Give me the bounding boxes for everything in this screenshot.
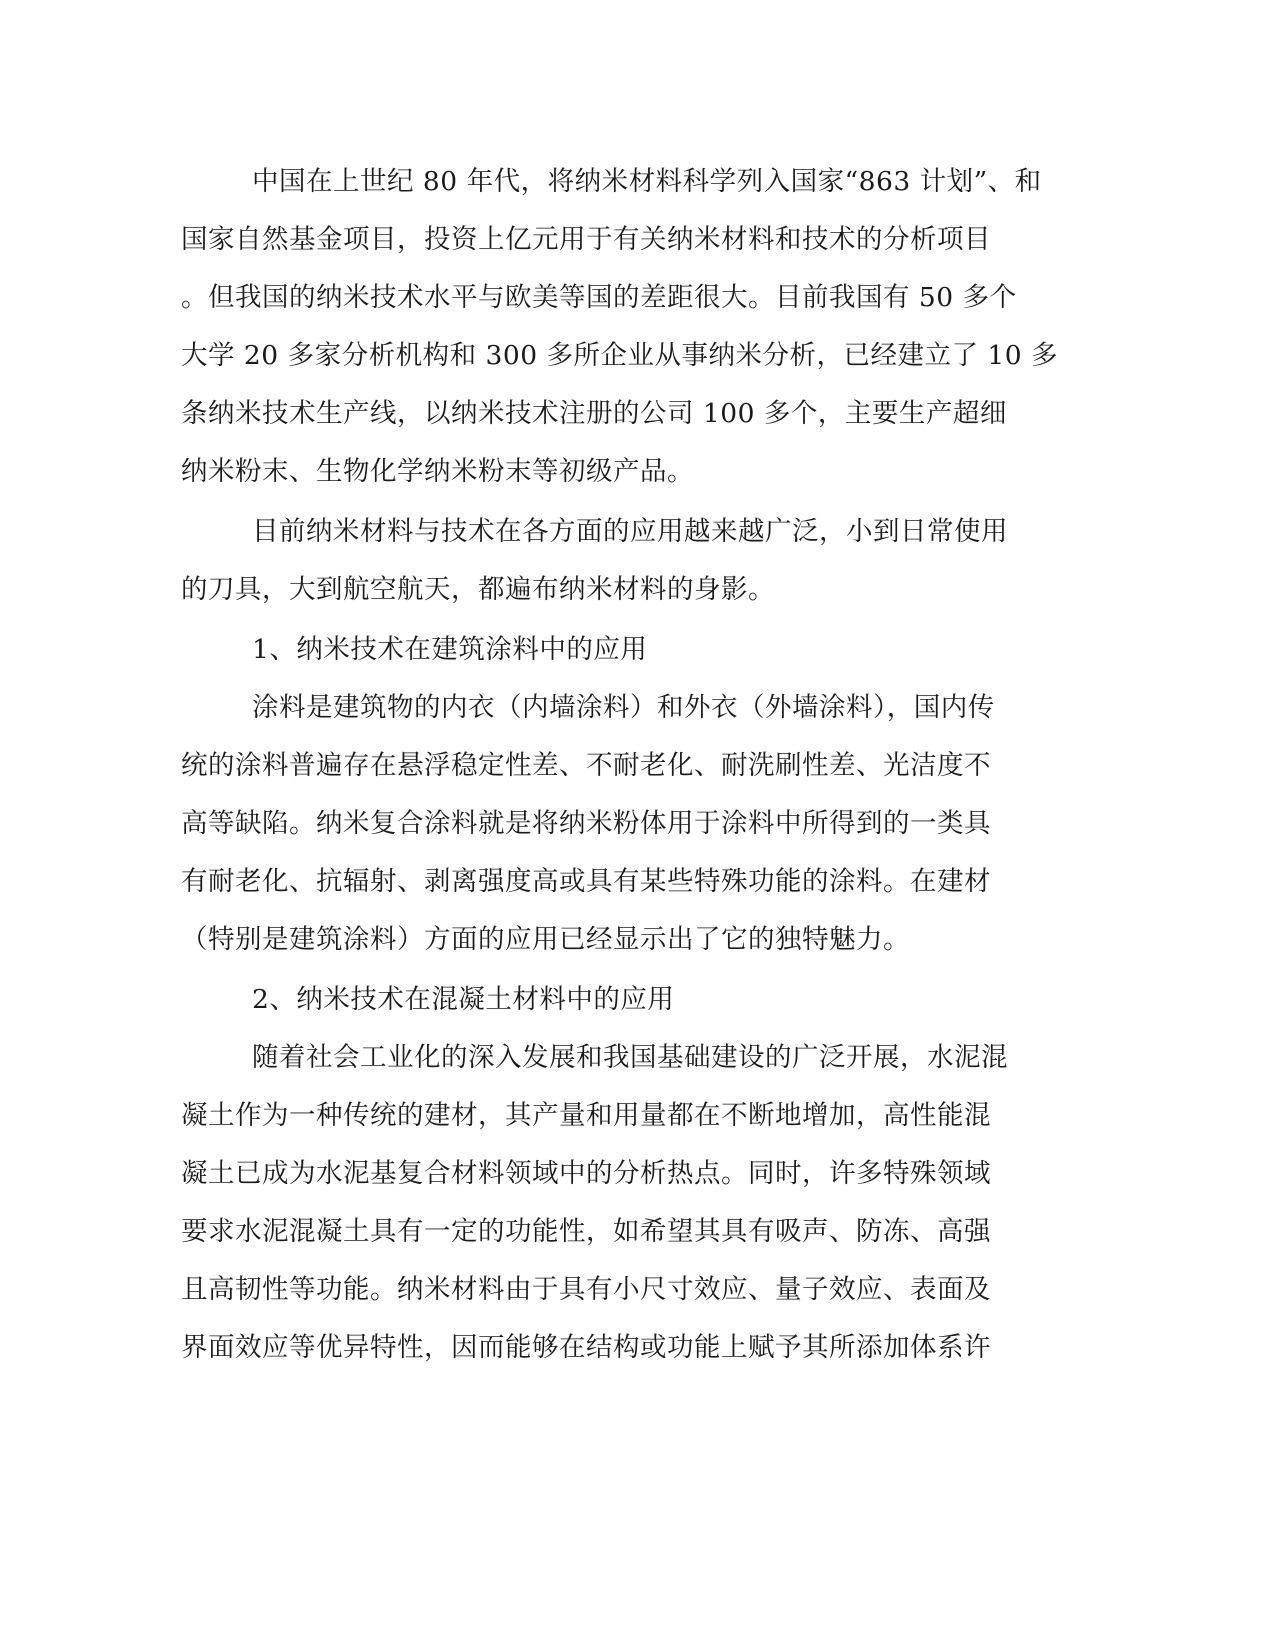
text-line: 条纳米技术生产线，以纳米技术注册的公司 100 多个，主要生产超细 (181, 398, 1007, 429)
text-line: 。但我国的纳米技术水平与欧美等国的差距很大。目前我国有 50 多个 (181, 282, 1017, 313)
text-line: 纳米粉末、生物化学纳米粉末等初级产品。 (181, 456, 694, 487)
text-line: 高等缺陷。纳米复合涂料就是将纳米粉体用于涂料中所得到的一类具 (181, 808, 991, 839)
text-line: 统的涂料普遍存在悬浮稳定性差、不耐老化、耐洗刷性差、光洁度不 (181, 750, 991, 781)
text-line: 目前纳米材料与技术在各方面的应用越来越广泛，小到日常使用 (252, 516, 1008, 547)
text-line: 随着社会工业化的深入发展和我国基础建设的广泛开展，水泥混 (252, 1042, 1008, 1073)
text-line: 要求水泥混凝土具有一定的功能性，如希望其具有吸声、防冻、高强 (181, 1216, 991, 1247)
section-heading: 1、纳米技术在建筑涂料中的应用 (252, 634, 648, 665)
text-line: 大学 20 多家分析机构和 300 多所企业从事纳米分析，已经建立了 10 多 (181, 340, 1059, 371)
text-line: 中国在上世纪 80 年代，将纳米材料科学列入国家“863 计划”、和 (252, 166, 1042, 197)
text-line: （特别是建筑涂料）方面的应用已经显示出了它的独特魅力。 (181, 924, 910, 955)
text-line: 涂料是建筑物的内衣（内墙涂料）和外衣（外墙涂料），国内传 (252, 692, 995, 723)
text-line: 界面效应等优异特性，因而能够在结构或功能上赋予其所添加体系许 (181, 1332, 991, 1363)
section-heading: 2、纳米技术在混凝土材料中的应用 (252, 984, 675, 1015)
text-line: 且高韧性等功能。纳米材料由于具有小尺寸效应、量子效应、表面及 (181, 1274, 991, 1305)
text-line: 国家自然基金项目，投资上亿元用于有关纳米材料和技术的分析项目 (181, 224, 991, 255)
text-line: 凝土作为一种传统的建材，其产量和用量都在不断地增加，高性能混 (181, 1100, 991, 1131)
text-line: 有耐老化、抗辐射、剥离强度高或具有某些特殊功能的涂料。在建材 (181, 866, 991, 897)
text-line: 的刀具，大到航空航天，都遍布纳米材料的身影。 (181, 574, 775, 605)
text-line: 凝土已成为水泥基复合材料领域中的分析热点。同时，许多特殊领域 (181, 1158, 991, 1189)
